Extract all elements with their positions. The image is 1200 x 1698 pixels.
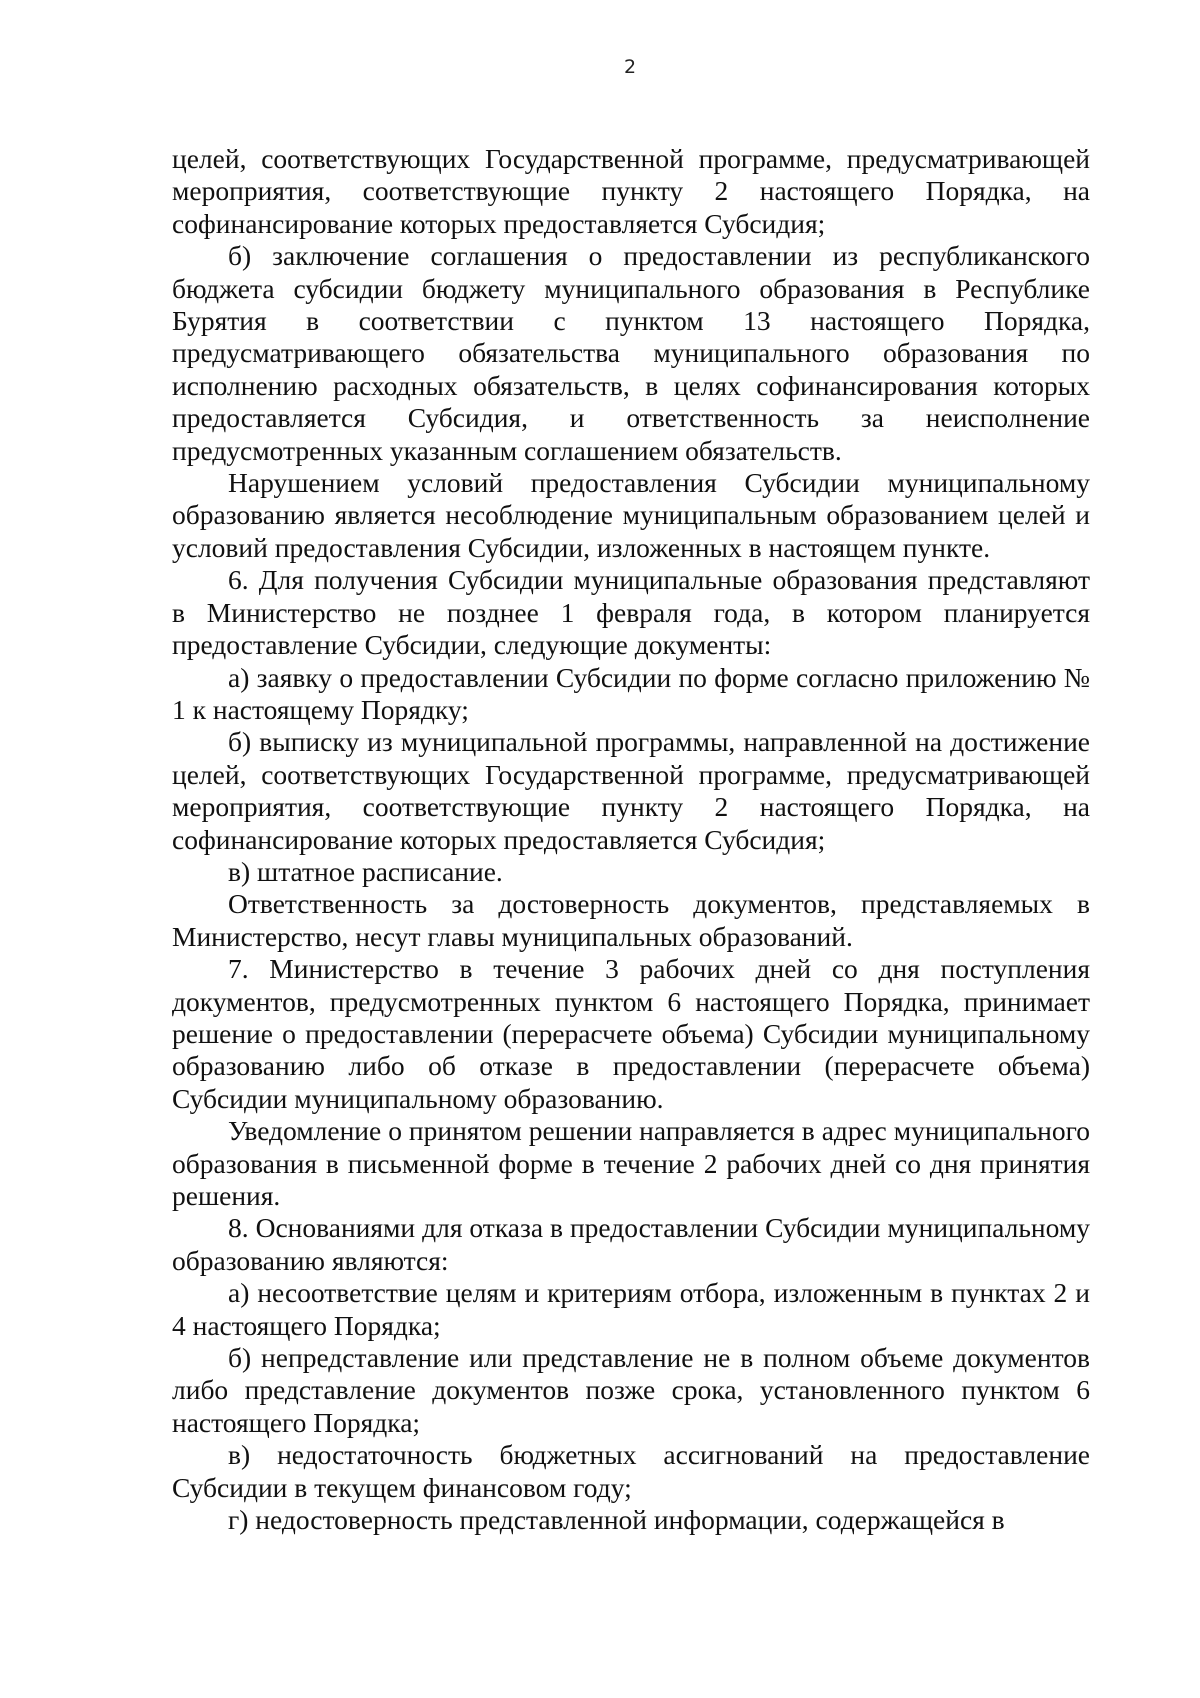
paragraph: г) недостоверность представленной информации, содержащейся в [228,1504,1005,1536]
paragraph: 7. Министерство в течение 3 рабочих дней со дня поступления документов, предусмотренных пунктом 6 настоящего Порядка, принимает решение о предоставлении (перерасчете объема) Субсидии муниципальному образованию либо об отказе в предоставлении (перерасчете объема) Субсидии муниципальному образованию. [172,953,1090,1114]
paragraph: Ответственность за достоверность документов, представляемых в Министерство, несут главы муниципальных образований. [172,888,1090,952]
paragraph: б) выписку из муниципальной программы, направленной на достижение целей, соответствующих Государственной программе, предусматривающей мероприятия, соответствующие пункту 2 настоящего Порядка, на софинансирование которых предоставляется Субсидия; [172,726,1090,855]
paragraph: б) заключение соглашения о предоставлении из республиканского бюджета субсидии бюджету муниципального образования в Республике Бурятия в соответствии с пунктом 13 настоящего Порядка, предусматривающего обязательства муниципального образования по исполнению расходных обязательств, в целях софинансирования которых предоставляется Субсидия, и ответственность за неисполнение предусмотренных указанным соглашением обязательств. [172,240,1090,466]
document-body [172,143,1090,1536]
page-number: 2 [623,56,637,78]
paragraph: целей, соответствующих Государственной программе, предусматривающей мероприятия, соответствующие пункту 2 настоящего Порядка, на софинансирование которых предоставляется Субсидия; [172,143,1090,239]
paragraph: Уведомление о принятом решении направляется в адрес муниципального образования в письменной форме в течение 2 рабочих дней со дня принятия решения. [172,1115,1090,1211]
paragraph: 8. Основаниями для отказа в предоставлении Субсидии муниципальному образованию являются: [172,1212,1090,1276]
paragraph: а) заявку о предоставлении Субсидии по форме согласно приложению № 1 к настоящему Порядку; [172,661,1090,725]
paragraph: в) штатное расписание. [228,855,503,887]
paragraph: в) недостаточность бюджетных ассигнований на предоставление Субсидии в текущем финансовом году; [172,1439,1090,1503]
paragraph: а) несоответствие целям и критериям отбора, изложенным в пунктах 2 и 4 настоящего Порядка; [172,1277,1090,1341]
paragraph: 6. Для получения Субсидии муниципальные образования представляют в Министерство не позднее 1 февраля года, в котором планируется предоставление Субсидии, следующие документы: [172,564,1090,661]
paragraph: Нарушением условий предоставления Субсидии муниципальному образованию является несоблюдение муниципальным образованием целей и условий предоставления Субсидии, изложенных в настоящем пункте. [172,467,1090,563]
paragraph: б) непредставление или представление не в полном объеме документов либо представление документов позже срока, установленного пунктом 6 настоящего Порядка; [172,1342,1090,1438]
